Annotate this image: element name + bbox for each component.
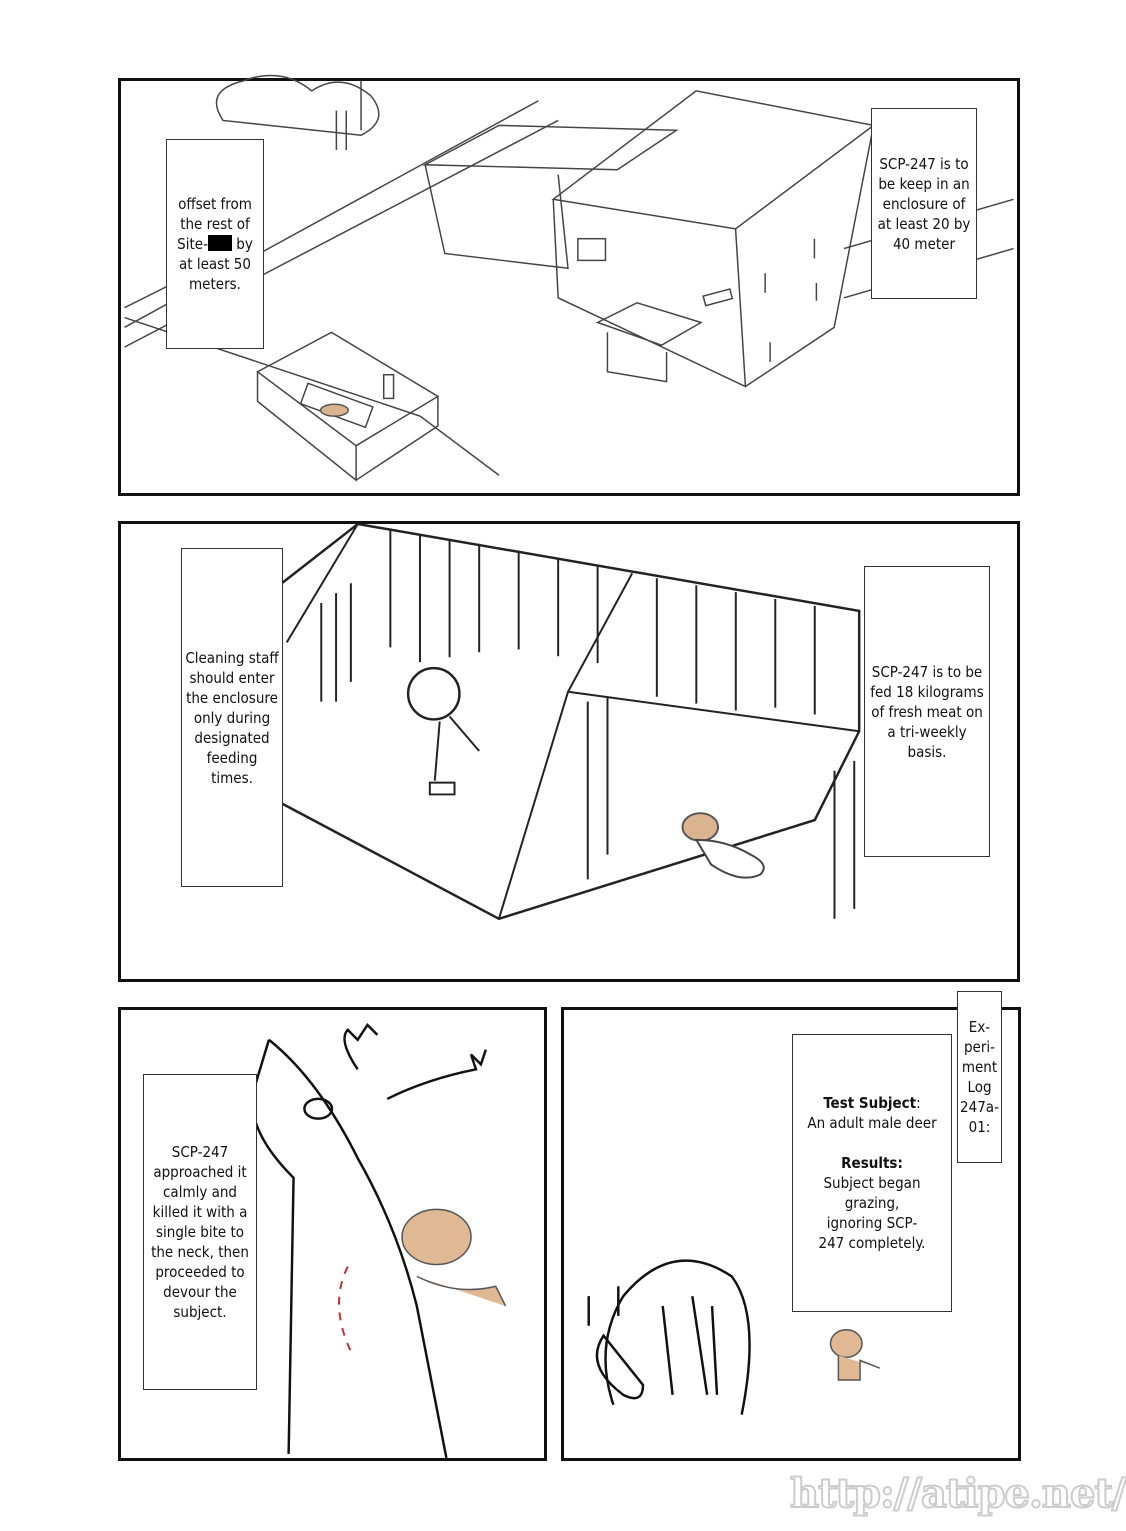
redacted-block <box>208 235 232 251</box>
caption-enclosure-size <box>871 108 977 299</box>
caption-feeding-text: SCP-247 is to be fed 18 kilograms of fresh meat on a tri-weekly basis. <box>870 662 984 761</box>
experiment-log-title-text: Ex-peri-ment Log 247a-01: <box>960 1018 999 1136</box>
results-value: Subject began grazing, ignoring SCP-247 completely. <box>818 1174 926 1252</box>
caption-test-results <box>792 1034 952 1312</box>
caption-site-offset-text: offset from the rest of Site- by at least 50 meters. <box>177 195 253 293</box>
panel-enclosure-interior <box>118 521 1020 982</box>
watermark: http://atipe.net/ <box>790 1470 1126 1517</box>
test-subject-line: Test Subject: <box>823 1094 921 1112</box>
caption-cleaning-staff-text: Cleaning staff should enter the enclosure only during designated feeding times. <box>185 648 279 787</box>
caption-cleaning-staff <box>181 548 283 887</box>
caption-site-offset <box>166 139 264 349</box>
caption-feeding <box>864 566 990 857</box>
test-subject-value: An adult male deer <box>807 1114 937 1132</box>
results-label: Results: <box>841 1154 903 1172</box>
caption-enclosure-size-text: SCP-247 is to be keep in an enclosure of at least 20 by 40 meter <box>877 154 971 253</box>
test-subject-label: Test Subject <box>823 1094 917 1112</box>
caption-attack <box>143 1074 257 1390</box>
caption-experiment-log-title <box>957 991 1002 1163</box>
panel-site-overview <box>118 78 1020 496</box>
panel-experiment-log <box>561 1007 1021 1461</box>
caption-attack-text: SCP-247 approached it calmly and killed it with a single bite to the neck, then proceeded to devour the subject. <box>151 1143 249 1321</box>
panel-deer-attack <box>118 1007 547 1461</box>
